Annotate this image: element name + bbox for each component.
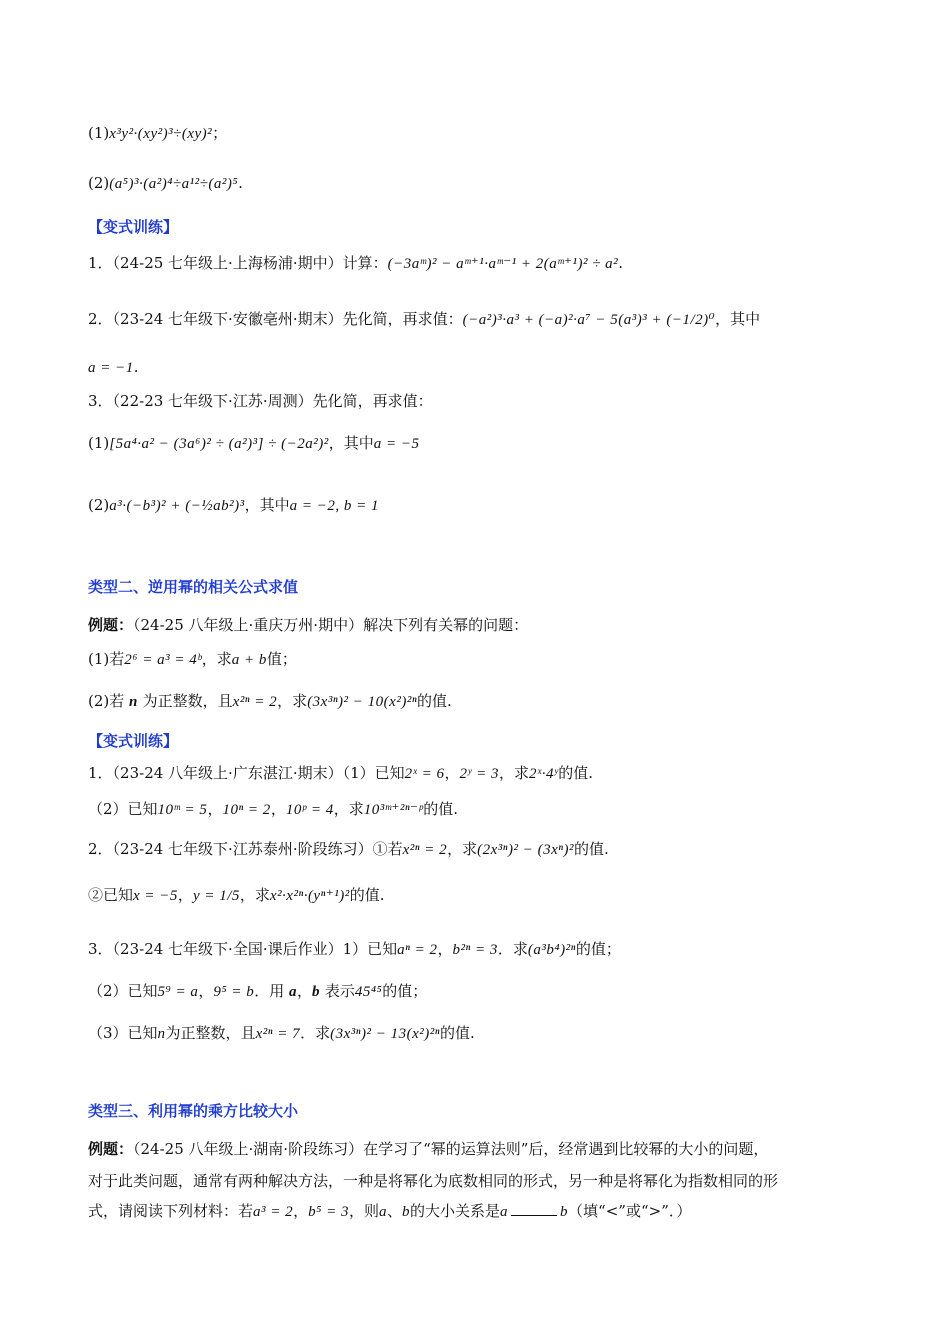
math-expression: x³y²·(xy²)³÷(xy)² [109, 126, 213, 142]
text-span: ，求 [447, 840, 478, 858]
text-span: 为正整数，且 [137, 692, 233, 710]
exercise-tag: 【变式训练】 [88, 218, 179, 236]
text-span: 的值. [439, 1024, 475, 1042]
text-line-ex2_1 [88, 648, 297, 671]
text-line-v2_3 [88, 938, 621, 961]
text-span: 2．（23-24 七年级下·江苏泰州·阶段练习）①若 [88, 840, 403, 858]
text-span: 2．（23-24 七年级下·安徽亳州·期末）先化简，再求值： [88, 310, 463, 328]
answer-blank [511, 1201, 557, 1216]
text-line-v1_1 [88, 252, 623, 275]
text-span: 的大小关系是 [410, 1202, 501, 1220]
math-expression: 10ᵐ = 5 [157, 802, 208, 818]
text-span: 的值； [575, 940, 621, 958]
math-expression: 2⁶ = a³ = 4ᵇ [124, 652, 202, 668]
text-span: 1．（23-24 八年级上·广东湛江·期末）（1）已知 [88, 764, 405, 782]
text-span: 为正整数，且 [165, 1024, 256, 1042]
text-span: ．用 [254, 982, 290, 1000]
text-span: 表示 [320, 982, 355, 1000]
text-line-v1_3a [88, 432, 420, 455]
text-span: 3．（23-24 七年级下·全国·课后作业）1）已知 [88, 940, 398, 958]
text-span: ，其中 [328, 434, 374, 452]
text-line-v2_2 [88, 838, 609, 861]
math-expression: x²·x²ⁿ·(yⁿ⁺¹)² [269, 888, 350, 904]
math-expression: a = −5 [373, 436, 420, 452]
section-heading: 类型三、利用幂的乘方比较大小 [88, 1102, 299, 1120]
math-expression: a = −2, b = 1 [289, 498, 379, 514]
math-variable: n [129, 694, 138, 710]
text-span: （24-25 八年级上·湖南·阶段练习）在学习了“幂的运算法则”后，经常遇到比较幂的大小的问题， [133, 1140, 769, 1158]
math-expression: 2ʸ = 3 [459, 766, 499, 782]
text-span: (1) [88, 434, 110, 452]
math-expression: x²ⁿ = 7 [255, 1026, 301, 1042]
text-span: ， [270, 800, 286, 818]
text-span: 1．（24-25 七年级上·上海杨浦·期中）计算： [88, 254, 388, 272]
text-span: （2）已知 [88, 800, 158, 818]
math-expression: 45⁴⁵ [354, 984, 383, 1000]
text-span: ， [293, 1202, 309, 1220]
text-line-ex3c [88, 1200, 691, 1223]
text-span: (2) [88, 496, 110, 514]
text-line-v2_1b [88, 798, 458, 821]
math-variable: b [312, 984, 321, 1000]
text-span: （2）已知 [88, 982, 158, 1000]
text-span: ，求 [333, 800, 364, 818]
text-span: ， [437, 940, 453, 958]
text-span: (1)若 [88, 650, 125, 668]
text-line-sec3 [88, 1100, 298, 1122]
text-span: ，求 [498, 764, 529, 782]
text-span: 对于此类问题，通常有两种解决方法，一种是将幂化为底数相同的形式，另一种是将幂化为指数相同的形 [88, 1172, 779, 1190]
math-expression: aⁿ = 2 [397, 942, 438, 958]
math-expression: (3x³ⁿ)² − 10(x²)²ⁿ [307, 694, 418, 710]
math-expression: 10³ᵐ⁺²ⁿ⁻ᵖ [363, 802, 424, 818]
math-expression: (3x³ⁿ)² − 13(x²)²ⁿ [330, 1026, 440, 1042]
text-span: （3）已知 [88, 1024, 158, 1042]
math-expression: 10ᵖ = 4 [285, 802, 334, 818]
math-expression: 2ˣ·4ʸ [528, 766, 559, 782]
text-line-v1_2b [88, 356, 139, 379]
text-span: ，则 [349, 1202, 380, 1220]
text-span: ．求 [497, 940, 528, 958]
math-expression: b²ⁿ = 3 [452, 942, 498, 958]
text-line-v2_3c [88, 1022, 475, 1045]
text-span: 的值； [382, 982, 428, 1000]
math-expression: (−3aᵐ)² − aᵐ⁺¹·aᵐ⁻¹ + 2(aᵐ⁺¹)² ÷ a² [387, 256, 619, 272]
text-line-v2_2b [88, 884, 385, 907]
math-expression: a [379, 1204, 388, 1220]
text-span: （填“<”或“>”．） [568, 1202, 692, 1220]
text-span: ，求 [239, 886, 270, 904]
text-span: ， [297, 982, 313, 1000]
text-span: ，求 [277, 692, 308, 710]
math-expression: (2x³ⁿ)² − (3xⁿ)² [477, 842, 574, 858]
math-expression: [5a⁴·a² − (3a⁶)² ÷ (a²)³] ÷ (−2a²)² [109, 436, 329, 452]
text-span: . [133, 358, 139, 376]
text-line-v1_2 [88, 308, 760, 331]
text-span: (1) [88, 124, 110, 142]
text-span: ．求 [300, 1024, 331, 1042]
text-span: 式，请阅读下列材料：若 [88, 1202, 254, 1220]
math-expression: a³ = 2 [253, 1204, 294, 1220]
text-span: 的值. [573, 840, 609, 858]
text-span: . [238, 174, 243, 192]
text-span: (2)若 [88, 692, 130, 710]
text-span: 值； [266, 650, 297, 668]
math-expression: a + b [231, 652, 267, 668]
text-line-var1 [88, 216, 178, 238]
exercise-tag: 【变式训练】 [88, 732, 179, 750]
math-expression: (a³b⁴)²ⁿ [527, 942, 576, 958]
text-span: 的值. [558, 764, 594, 782]
text-span: ，求 [201, 650, 232, 668]
math-expression: a = −1 [88, 360, 134, 376]
math-expression: b⁵ = 3 [308, 1204, 349, 1220]
math-expression: 10ⁿ = 2 [222, 802, 271, 818]
text-span: 的值. [417, 692, 452, 710]
text-span: . [618, 254, 623, 272]
text-span: 、 [387, 1202, 403, 1220]
text-span: (2) [88, 174, 110, 192]
text-span: ， [207, 800, 223, 818]
text-line-ex3b [88, 1170, 778, 1192]
text-line-v2_1 [88, 762, 593, 785]
math-expression: n [157, 1026, 166, 1042]
math-variable: a [289, 984, 298, 1000]
text-span: （24-25 八年级上·重庆万州·期中）解决下列有关幂的问题： [133, 616, 529, 634]
text-line-v1_3 [88, 390, 433, 412]
math-expression: (a⁵)³·(a²)⁴÷a¹²÷(a²)⁵ [109, 176, 239, 192]
text-span: 的值. [349, 886, 385, 904]
text-line-sec2 [88, 576, 298, 598]
text-line-ex3 [88, 1138, 768, 1160]
math-expression: a [500, 1204, 509, 1220]
text-line-ex2 [88, 614, 528, 636]
math-expression: 9⁵ = b [213, 984, 255, 1000]
text-span: ， [177, 886, 193, 904]
text-line-ex2_2 [88, 690, 452, 713]
text-span: ②已知 [88, 886, 134, 904]
text-line-v1_3b [88, 494, 379, 517]
math-expression: a³·(−b³)² + (−½ab²)³ [109, 498, 245, 514]
text-span: ， [444, 764, 460, 782]
text-line-p1_2 [88, 172, 243, 195]
text-line-var2 [88, 730, 178, 752]
text-line-v2_3b [88, 980, 427, 1003]
math-expression: y = 1/5 [192, 888, 240, 904]
math-expression: 5⁹ = a [157, 984, 199, 1000]
text-span: 3．（22-23 七年级下·江苏·周测）先化简，再求值： [88, 392, 433, 410]
math-expression: b [560, 1204, 569, 1220]
text-span: ，其中 [715, 310, 761, 328]
math-expression: x²ⁿ = 2 [402, 842, 448, 858]
example-label: 例题： [88, 616, 134, 634]
text-line-p1_1 [88, 122, 227, 145]
example-label: 例题： [88, 1140, 134, 1158]
math-expression: x = −5 [133, 888, 178, 904]
section-heading: 类型二、逆用幂的相关公式求值 [88, 578, 299, 596]
text-span: ， [198, 982, 214, 1000]
math-expression: 2ˣ = 6 [404, 766, 445, 782]
math-expression: x²ⁿ = 2 [232, 694, 278, 710]
text-span: ，其中 [244, 496, 290, 514]
math-expression: b [402, 1204, 411, 1220]
text-span: 的值. [423, 800, 459, 818]
text-span: ； [212, 124, 228, 142]
math-expression: (−a²)³·a³ + (−a)²·a⁷ − 5(a³)³ + (−1/2)⁰ [462, 312, 716, 328]
